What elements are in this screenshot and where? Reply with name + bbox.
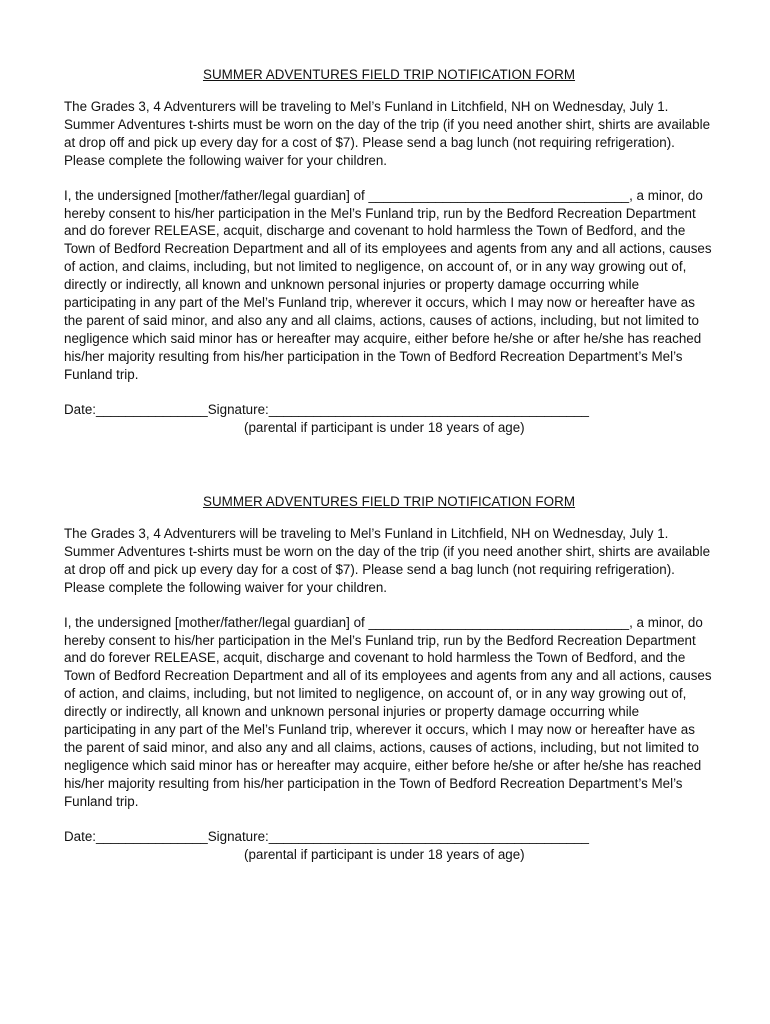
date-signature-line: Date:_______________Signature:___________________________________________ <box>64 401 589 417</box>
form-title: SUMMER ADVENTURES FIELD TRIP NOTIFICATION FORM <box>202 494 576 509</box>
form-title: SUMMER ADVENTURES FIELD TRIP NOTIFICATION FORM <box>202 67 576 82</box>
waiver-text: I, the undersigned [mother/father/legal guardian] of ___________________________________, a minor, do hereby consent to his/her participation in the Mel’s Funland trip, run by the Bedford Recreation Department and do forever RELEASE, acquit, discharge and covenant to hold harmless the Town of Bedford, and the Town of Bedford Recreation Department and all of its employees and agents from any and all actions, causes of action, and claims, including, but not limited to negligence, on account of, or in any way growing out of, directly or indirectly, all known and unknown personal injuries or property damage occurring while participating in any part of the Mel’s Funland trip, wherever it occurs, which I may now or hereafter have as the parent of said minor, and also any and all claims, actions, causes of actions, including, but not limited to negligence which said minor has or hereafter may acquire, either before he/she or after he/she has reached his/her majority resulting from his/her participation in the Town of Bedford Recreation Department’s Mel’s Funland trip. <box>64 614 712 809</box>
notification-form-top <box>64 66 714 436</box>
date-signature-line: Date:_______________Signature:___________________________________________ <box>64 828 589 844</box>
trip-description: The Grades 3, 4 Adventurers will be traveling to Mel’s Funland in Litchfield, NH on Wednesday, July 1. Summer Adventures t-shirts must be worn on the day of the trip (if you need another shirt, shirts are available at drop off and pick up every day for a cost of $7). Please send a bag lunch (not requiring refrigeration). Please complete the following waiver for your children. <box>64 526 711 595</box>
notification-form-bottom <box>64 493 714 863</box>
signature-note: (parental if participant is under 18 years of age) <box>244 419 525 435</box>
signature-note: (parental if participant is under 18 years of age) <box>244 846 525 862</box>
waiver-text: I, the undersigned [mother/father/legal guardian] of ___________________________________, a minor, do hereby consent to his/her participation in the Mel’s Funland trip, run by the Bedford Recreation Department and do forever RELEASE, acquit, discharge and covenant to hold harmless the Town of Bedford, and the Town of Bedford Recreation Department and all of its employees and agents from any and all actions, causes of action, and claims, including, but not limited to negligence, on account of, or in any way growing out of, directly or indirectly, all known and unknown personal injuries or property damage occurring while participating in any part of the Mel’s Funland trip, wherever it occurs, which I may now or hereafter have as the parent of said minor, and also any and all claims, actions, causes of actions, including, but not limited to negligence which said minor has or hereafter may acquire, either before he/she or after he/she has reached his/her majority resulting from his/her participation in the Town of Bedford Recreation Department’s Mel’s Funland trip. <box>64 187 712 382</box>
trip-description: The Grades 3, 4 Adventurers will be traveling to Mel’s Funland in Litchfield, NH on Wednesday, July 1. Summer Adventures t-shirts must be worn on the day of the trip (if you need another shirt, shirts are available at drop off and pick up every day for a cost of $7). Please send a bag lunch (not requiring refrigeration). Please complete the following waiver for your children. <box>64 99 711 168</box>
